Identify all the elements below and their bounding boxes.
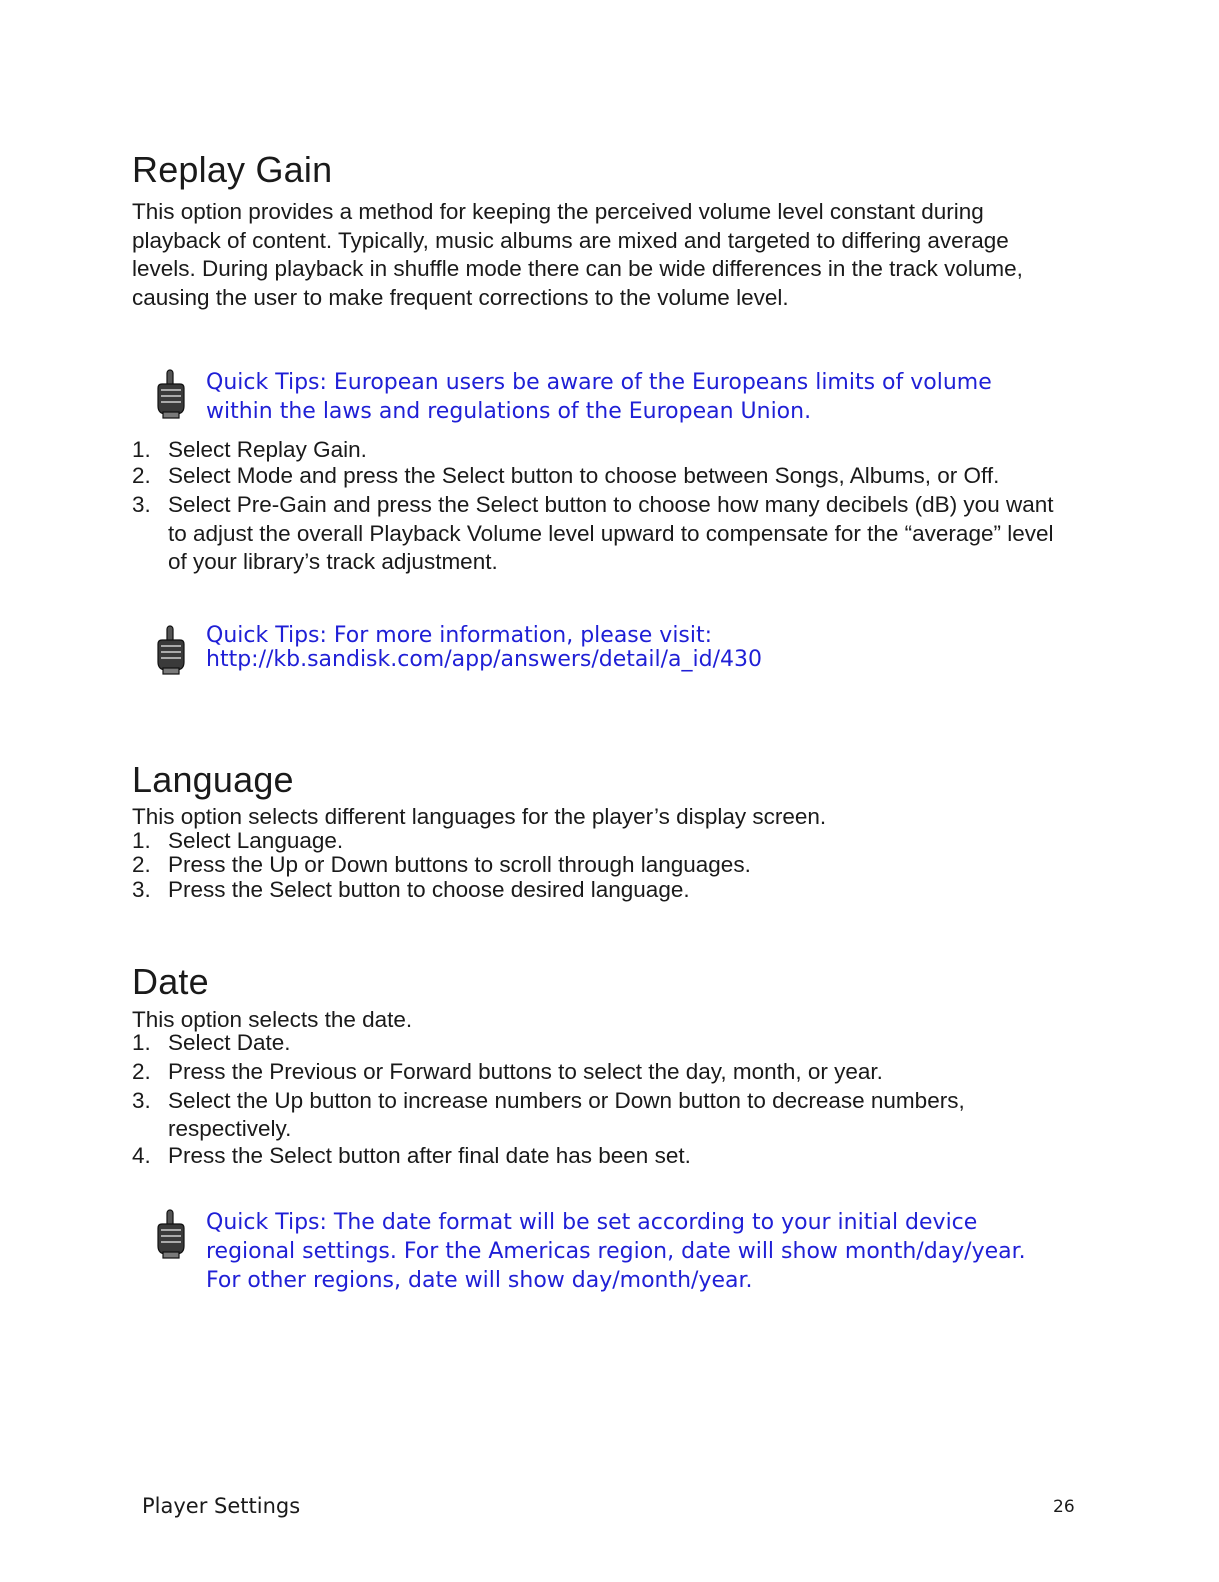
step-number: 2. <box>132 852 151 878</box>
quick-tip-text <box>206 624 762 672</box>
pointing-hand-icon <box>150 624 190 676</box>
step-text: Select the Up button to increase numbers or Down button to decrease numbers, respectively. <box>168 1087 965 1141</box>
step-number: 2. <box>132 1059 151 1084</box>
language-heading: Language <box>132 759 294 800</box>
step-text: Press the Select button after final date has been set. <box>168 1142 691 1168</box>
list-item <box>132 1087 1072 1144</box>
step-number: 1. <box>132 828 151 853</box>
quick-tip-text: Quick Tips: The date format will be set according to your initial device regional settings. For the Americas region, date will show month/day/year. For other regions, date will show day/month/year. <box>206 1210 1026 1293</box>
step-number: 3. <box>132 876 151 902</box>
replay-gain-steps <box>132 438 1072 577</box>
pointing-hand-icon <box>150 368 190 420</box>
support-link[interactable]: http://kb.sandisk.com/app/answers/detail/a_id/430 <box>206 647 763 672</box>
step-number: 3. <box>132 1087 151 1113</box>
step-number: 1. <box>132 437 151 462</box>
date-intro: This option selects the date. <box>132 1007 413 1032</box>
list-item <box>132 438 1072 463</box>
list-item <box>132 853 1072 877</box>
list-item <box>132 1144 1072 1168</box>
step-text: Select Mode and press the Select button to choose between Songs, Albums, or Off. <box>168 462 1000 488</box>
quick-tip-more-info <box>150 624 1050 676</box>
pointing-hand-icon <box>150 1208 190 1260</box>
step-number: 1. <box>132 1030 151 1055</box>
quick-tip-text: Quick Tips: European users be aware of the Europeans limits of volume within the laws and regulations of the European Union. <box>206 370 992 424</box>
list-item <box>132 1031 1072 1055</box>
date-steps <box>132 1031 1072 1168</box>
replay-gain-intro: This option provides a method for keeping the perceived volume level constant during playback of content. Typically, music albums are mixed and targeted to differing average levels. During playback in shuffle mode there can be wide differences in the track volume, causing the user to make frequent corrections to the volume level. <box>132 199 1023 310</box>
step-text: Press the Select button to choose desired language. <box>168 876 690 902</box>
date-heading: Date <box>132 961 209 1002</box>
replay-gain-heading: Replay Gain <box>132 149 333 190</box>
page-number: 26 <box>1053 1497 1075 1517</box>
quick-tip-date-format <box>150 1208 1030 1295</box>
step-text: Press the Up or Down buttons to scroll through languages. <box>168 852 751 878</box>
step-number: 3. <box>132 492 151 517</box>
language-intro: This option selects different languages for the player’s display screen. <box>132 804 827 829</box>
step-text: Select Replay Gain. <box>168 437 367 462</box>
list-item <box>132 464 1072 489</box>
language-steps <box>132 829 1072 902</box>
list-item <box>132 878 1072 902</box>
step-text: Select Language. <box>168 828 344 853</box>
quick-tip-line: Quick Tips: For more information, please visit: <box>206 623 713 648</box>
step-text: Select Date. <box>168 1030 291 1055</box>
list-item <box>132 491 1072 577</box>
quick-tip-volume <box>150 368 1050 426</box>
step-number: 2. <box>132 462 151 488</box>
step-number: 4. <box>132 1142 151 1168</box>
footer-section-name: Player Settings <box>142 1494 301 1518</box>
step-text: Select Pre-Gain and press the Select button to choose how many decibels (dB) you want to adjust the overall Playback Volume level upward to compensate for the “average” level of your library’s track adjustment. <box>168 492 1054 574</box>
list-item <box>132 1058 1072 1087</box>
step-text: Press the Previous or Forward buttons to select the day, month, or year. <box>168 1059 883 1084</box>
list-item <box>132 829 1072 853</box>
